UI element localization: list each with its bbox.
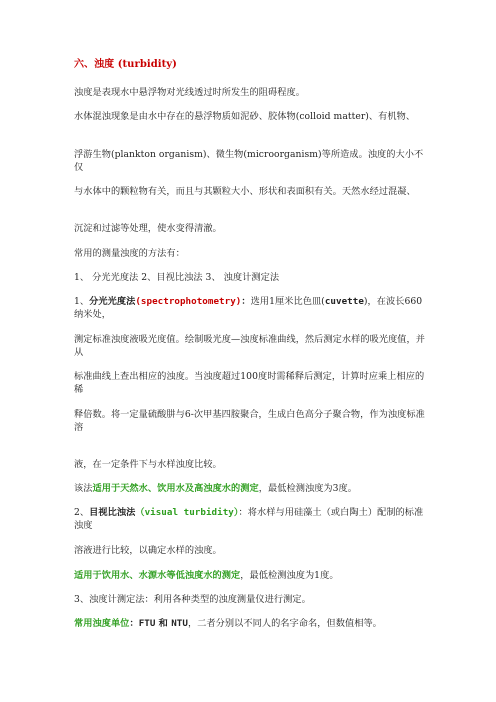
method1-scope-highlight: 适用于天然水、饮用水及高浊度水的测定 [92, 483, 259, 494]
methods-list: 1、 分光光度法 2、目视比浊法 3、 浊度计测定法 [74, 272, 280, 283]
method1-text-a: 选用1厘米比色皿( [250, 296, 325, 307]
method2-scope-b: ，最低检测浊度为1度。 [240, 570, 339, 581]
method2-english: （visual turbidity） [135, 507, 239, 518]
method1-line-3: 标准曲线上查出相应的浊度。当浊度超过100度时需稀释后测定，计算时应乘上相应的稀 [74, 371, 425, 395]
method2-line-2: 溶液进行比较，以确定水样的浊度。 [74, 545, 222, 556]
method1-heading [74, 295, 426, 321]
method1-line-5: 液，在一定条件下与水样浊度比较。 [74, 459, 222, 470]
method1-line-4: 释倍数。将一定量硫酸肼与6-次甲基四胺聚合，生成白色高分子聚合物，作为浊度标准溶 [74, 409, 425, 433]
method2-heading [74, 506, 426, 532]
cause-line-3: 与水体中的颗粒物有关，而且与其颗粒大小、形状和表面积有关。天然水经过混凝、 [74, 186, 416, 197]
method2-text: ：将水样与用硅藻土（或白陶土）配制的标准浊度 [74, 507, 424, 531]
method3-line: 3、浊度计测定法：利用各种类型的浊度测量仪进行测定。 [74, 594, 311, 605]
cuvette-term: cuvette [324, 296, 364, 307]
units-colon: ： [129, 618, 139, 629]
method1-name: 分光光度法 [89, 296, 136, 307]
method1-scope [74, 482, 426, 495]
method1-scope-c: ，最低检测浊度为3度。 [258, 483, 358, 494]
method1-number: 1、 [74, 296, 90, 307]
method1-colon: ： [241, 296, 251, 307]
units-label: 常用浊度单位 [74, 618, 130, 629]
section-title: 六、浊度 (turbidity) [74, 59, 177, 70]
method2-name: 目视比浊法 [89, 507, 136, 518]
method1-scope-a: 该法 [74, 483, 93, 494]
units-and: 和 [155, 618, 172, 629]
ftu-unit: FTU [138, 618, 156, 629]
methods-intro: 常用的测量浊度的方法有： [74, 248, 185, 259]
method2-scope [74, 569, 426, 582]
method2-number: 2、 [74, 507, 90, 518]
cause-paragraph-3 [74, 185, 426, 198]
method1-line-2: 测定标准浊度液吸光度值。绘制吸光度—浊度标准曲线，然后测定水样的吸光度值，并从 [74, 334, 426, 358]
cause-paragraph-4 [74, 222, 426, 235]
units-text: ，二者分别以不同人的名字命名，但数值相等。 [187, 618, 382, 629]
method1-text-b: )，在波长660纳米处， [74, 296, 423, 320]
definition-paragraph: 浊度是表现水中悬浮物对光线透过时所发生的阻碍程度。 [74, 87, 305, 98]
ntu-unit: NTU [171, 618, 188, 629]
cause-line-2: 浮游生物(plankton organism)、微生物(microorganism)等所造成。浊度的大小不仅 [74, 149, 424, 173]
method2-scope-highlight: 适用于饮用水、水源水等低浊度水的测定 [74, 570, 241, 581]
method1-english: (spectrophotometry) [135, 296, 242, 307]
cause-line-4: 沉淀和过滤等处理，使水变得清澈。 [74, 223, 222, 234]
units-line [74, 617, 426, 630]
cause-line-1: 水体混浊现象是由水中存在的悬浮物质如泥砂、胶体物(colloid matter)、有机物、 [74, 111, 416, 122]
cause-paragraph-2 [74, 148, 426, 174]
cause-paragraph [74, 110, 426, 123]
